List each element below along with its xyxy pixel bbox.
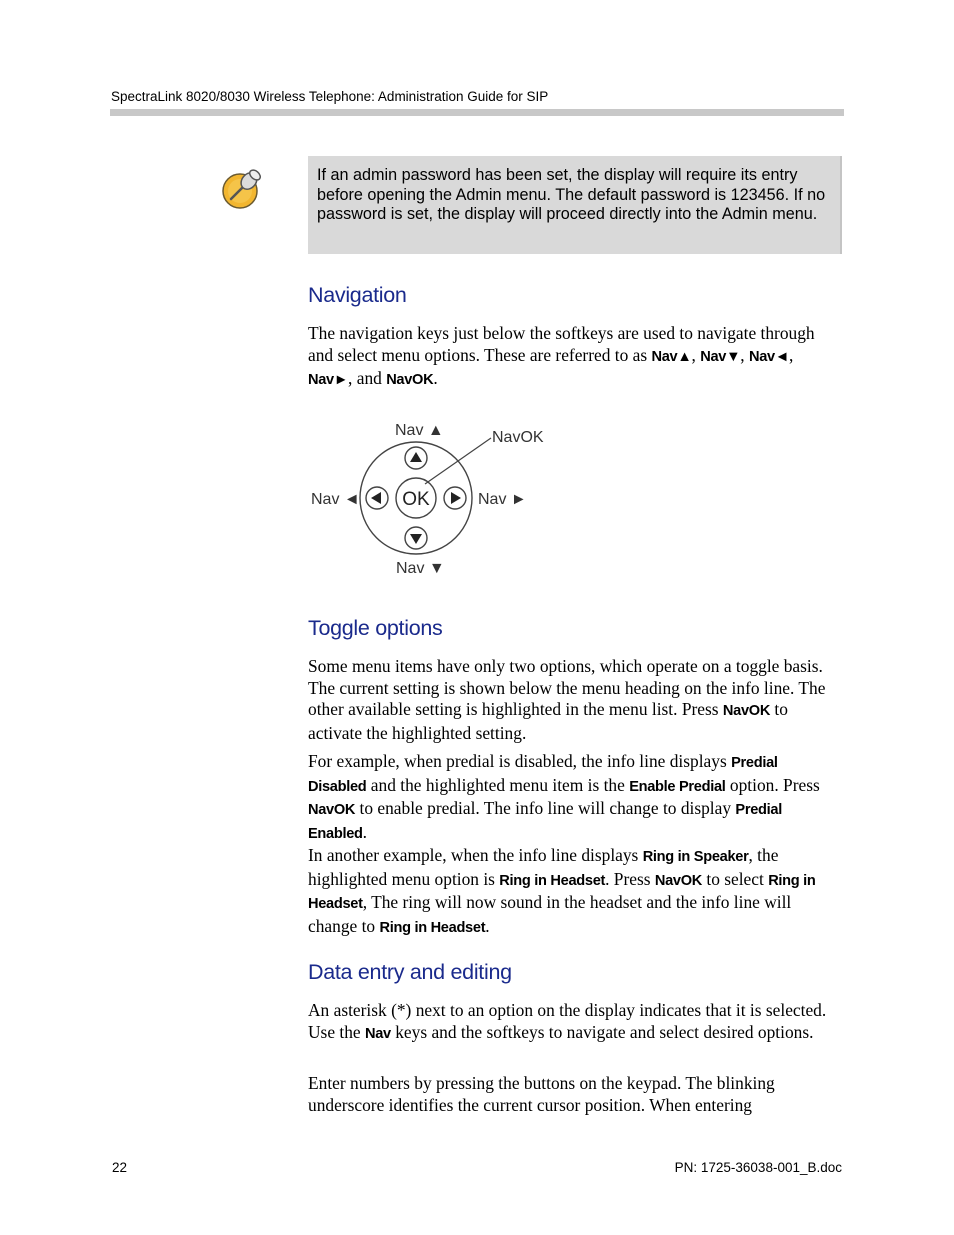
heading-data-entry: Data entry and editing [308, 960, 512, 984]
label-nav-up: Nav ▲ [395, 422, 444, 439]
nav-right-icon [444, 487, 466, 509]
nav-key-diagram [305, 412, 545, 582]
nav-left-icon [366, 487, 388, 509]
ok-label: OK [402, 489, 430, 510]
note-text: If an admin password has been set, the display will require its entry before opening the Admin menu. The default password is 123456. If no password is set, the display will proceed directly into the Admin menu. [317, 166, 826, 223]
label-nav-right: Nav ► [478, 491, 527, 508]
nav-down-icon [405, 527, 427, 549]
heading-toggle-options: Toggle options [308, 616, 443, 640]
navigation-paragraph: The navigation keys just below the softkeys are used to navigate through and select menu options. These are referred to as Nav▲, Nav▼, Nav◄, Nav►, and NavOK. [308, 323, 815, 388]
data-entry-paragraph-1: An asterisk (*) next to an option on the display indicates that it is selected. Use the Nav keys and the softkeys to navigate and select desired options. [308, 1000, 827, 1042]
toggle-paragraph-2: For example, when predial is disabled, the info line displays Predial Disabled and the highlighted menu item is the Enable Predial option. Press NavOK to enable predial. The info line will change to display Predial Enabled. [308, 751, 820, 842]
running-header: SpectraLink 8020/8030 Wireless Telephone: Administration Guide for SIP [111, 89, 549, 104]
page-number: 22 [112, 1160, 128, 1175]
note-box [308, 156, 842, 254]
heading-navigation: Navigation [308, 283, 407, 307]
part-number: PN: 1725-36038-001_B.doc [674, 1160, 842, 1175]
pushpin-note-icon [218, 166, 266, 212]
header-rule [110, 109, 844, 116]
label-nav-down: Nav ▼ [396, 560, 445, 577]
nav-up-icon [405, 447, 427, 469]
data-entry-paragraph-2: Enter numbers by pressing the buttons on the keypad. The blinking underscore identifies the current cursor position. When entering [308, 1073, 775, 1115]
label-nav-left: Nav ◄ [311, 491, 360, 508]
label-navok: NavOK [492, 429, 544, 446]
toggle-paragraph-1: Some menu items have only two options, which operate on a toggle basis. The current setting is shown below the menu heading on the info line. The other available setting is highlighted in the menu list. Press NavOK to activate the highlighted setting. [308, 656, 826, 743]
toggle-paragraph-3: In another example, when the info line displays Ring in Speaker, the highlighted menu option is Ring in Headset. Press NavOK to select Ring in Headset, The ring will now sound in the headset and the info line will change to Ring in Headset. [308, 845, 816, 936]
